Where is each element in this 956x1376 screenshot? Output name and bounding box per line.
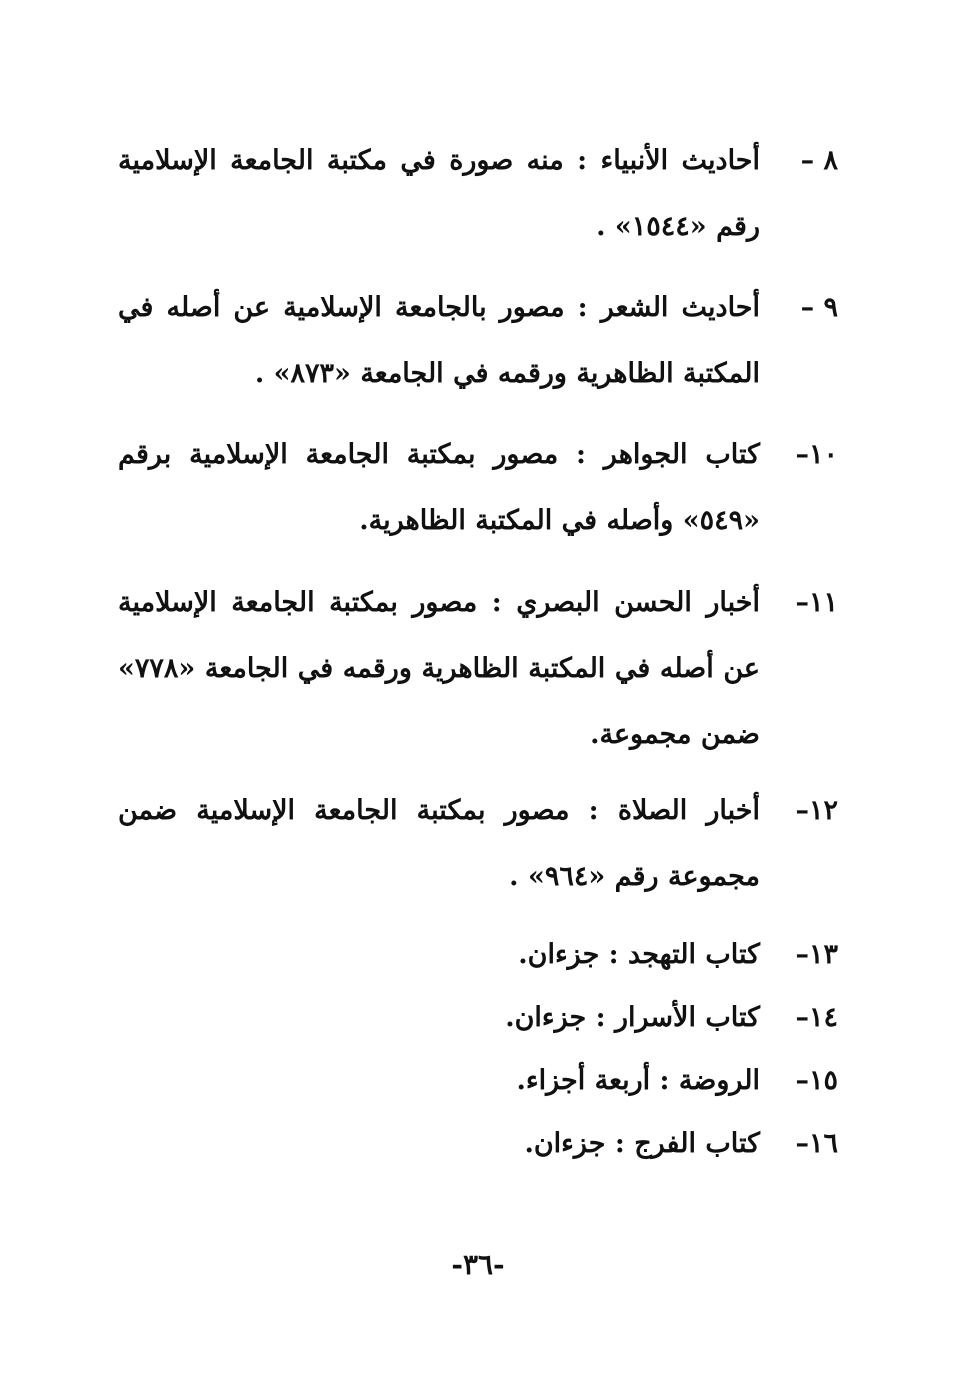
item-text: أخبار الصلاة : مصور بمكتبة الجامعة الإسلامية ضمن مجموعة رقم «٩٦٤» . — [118, 795, 760, 892]
item-number: ١١– — [795, 587, 838, 618]
item-number: ١٤– — [795, 1002, 838, 1033]
item-number: ١٥– — [795, 1065, 838, 1096]
item-number: ١٦– — [795, 1128, 838, 1159]
list-item — [118, 1111, 838, 1177]
list-item — [118, 1048, 838, 1114]
item-text: أحاديث الشعر : مصور بالجامعة الإسلامية عن أصله في المكتبة الظاهرية ورقمه في الجامعة «٨٧٣» . — [118, 292, 760, 389]
item-number: ٨ – — [800, 145, 838, 176]
page-number: -٣٦- — [451, 1248, 505, 1281]
list-item — [118, 985, 838, 1051]
item-text: كتاب التهجد : جزءان. — [518, 939, 760, 970]
list-item — [118, 128, 838, 260]
item-text: أخبار الحسن البصري : مصور بمكتبة الجامعة الإسلامية عن أصله في المكتبة الظاهرية ورقمه في الجامعة «٧٧٨» ضمن مجموعة. — [118, 587, 760, 750]
item-number: ٩ – — [800, 292, 838, 323]
item-text: الروضة : أربعة أجزاء. — [516, 1065, 760, 1096]
list-item — [118, 570, 838, 768]
item-text: كتاب الأسرار : جزءان. — [505, 1002, 760, 1033]
item-number: ١٢– — [795, 795, 838, 826]
item-number: ١٠– — [795, 439, 838, 470]
list-item — [118, 275, 838, 407]
item-text: كتاب الفرج : جزءان. — [524, 1128, 760, 1159]
list-item — [118, 422, 838, 554]
item-text: كتاب الجواهر : مصور بمكتبة الجامعة الإسلامية برقم «٥٤٩» وأصله في المكتبة الظاهرية. — [118, 439, 760, 536]
item-text: أحاديث الأنبياء : منه صورة في مكتبة الجامعة الإسلامية رقم «١٥٤٤» . — [118, 145, 760, 242]
list-item — [118, 922, 838, 988]
item-number: ١٣– — [795, 939, 838, 970]
list-item — [118, 778, 838, 910]
